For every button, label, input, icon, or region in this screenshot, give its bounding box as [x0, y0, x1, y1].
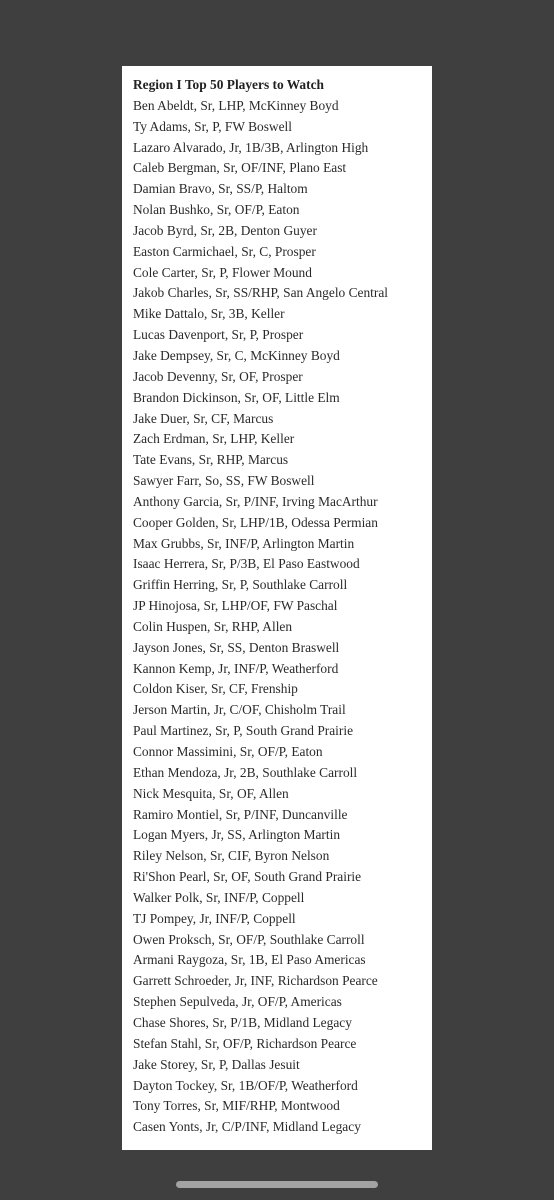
player-entry: Ri'Shon Pearl, Sr, OF, South Grand Prairie — [133, 869, 362, 885]
player-entry: Owen Proksch, Sr, OF/P, Southlake Carroll — [133, 931, 365, 947]
player-entry: Griffin Herring, Sr, P, Southlake Carroll — [133, 577, 348, 593]
player-entry: Armani Raygoza, Sr, 1B, El Paso Americas — [133, 952, 366, 968]
player-entry: Ethan Mendoza, Jr, 2B, Southlake Carroll — [133, 764, 358, 780]
player-entry: Coldon Kiser, Sr, CF, Frenship — [133, 681, 298, 697]
player-entry: Jayson Jones, Sr, SS, Denton Braswell — [133, 639, 340, 655]
player-entry: Ty Adams, Sr, P, FW Boswell — [133, 118, 292, 134]
player-entry: Zach Erdman, Sr, LHP, Keller — [133, 431, 295, 447]
player-entry: Chase Shores, Sr, P/1B, Midland Legacy — [133, 1014, 352, 1030]
player-entry: Jerson Martin, Jr, C/OF, Chisholm Trail — [133, 702, 346, 718]
player-list — [133, 96, 432, 1138]
player-entry: Connor Massimini, Sr, OF/P, Eaton — [133, 744, 323, 759]
player-entry: Anthony Garcia, Sr, P/INF, Irving MacArthur — [133, 493, 378, 509]
player-entry: Jacob Devenny, Sr, OF, Prosper — [133, 368, 303, 384]
player-entry: Mike Dattalo, Sr, 3B, Keller — [133, 306, 285, 322]
player-entry: JP Hinojosa, Sr, LHP/OF, FW Paschal — [133, 598, 338, 614]
player-entry: Stephen Sepulveda, Jr, OF/P, Americas — [133, 994, 342, 1010]
player-entry: Walker Polk, Sr, INF/P, Coppell — [133, 889, 305, 905]
player-entry: Nolan Bushko, Sr, OF/P, Eaton — [133, 202, 300, 218]
player-entry: Nick Mesquita, Sr, OF, Allen — [133, 785, 289, 801]
player-entry: Garrett Schroeder, Jr, INF, Richardson Pearce — [133, 973, 378, 989]
player-entry: Cole Carter, Sr, P, Flower Mound — [133, 264, 312, 280]
player-entry: Kannon Kemp, Jr, INF/P, Weatherford — [133, 660, 339, 676]
player-entry: Max Grubbs, Sr, INF/P, Arlington Martin — [133, 535, 355, 551]
player-entry: Dayton Tockey, Sr, 1B/OF/P, Weatherford — [133, 1077, 358, 1093]
player-entry: Sawyer Farr, So, SS, FW Boswell — [133, 473, 315, 489]
player-entry: Ben Abeldt, Sr, LHP, McKinney Boyd — [133, 97, 339, 113]
player-entry: Lazaro Alvarado, Jr, 1B/3B, Arlington High — [133, 139, 369, 155]
player-entry: Caleb Bergman, Sr, OF/INF, Plano East — [133, 160, 347, 176]
player-entry: Cooper Golden, Sr, LHP/1B, Odessa Permian — [133, 514, 378, 530]
player-entry: Tate Evans, Sr, RHP, Marcus — [133, 452, 289, 468]
player-entry: Tony Torres, Sr, MIF/RHP, Montwood — [133, 1098, 340, 1114]
player-entry: Jakob Charles, Sr, SS/RHP, San Angelo Central — [133, 285, 389, 301]
player-entry: Jake Storey, Sr, P, Dallas Jesuit — [133, 1056, 300, 1072]
player-entry: Casen Yonts, Jr, C/P/INF, Midland Legacy — [133, 1119, 361, 1135]
player-entry: Logan Myers, Jr, SS, Arlington Martin — [133, 827, 341, 843]
player-entry: Jake Duer, Sr, CF, Marcus — [133, 410, 274, 426]
player-entry: Ramiro Montiel, Sr, P/INF, Duncanville — [133, 806, 348, 822]
player-entry: Jacob Byrd, Sr, 2B, Denton Guyer — [133, 222, 317, 238]
player-entry: Damian Bravo, Sr, SS/P, Haltom — [133, 181, 308, 197]
player-entry: Stefan Stahl, Sr, OF/P, Richardson Pearce — [133, 1035, 357, 1051]
document-page — [122, 66, 432, 1150]
player-entry: Colin Huspen, Sr, RHP, Allen — [133, 618, 293, 634]
home-indicator[interactable] — [176, 1181, 378, 1188]
player-entry: Jake Dempsey, Sr, C, McKinney Boyd — [133, 347, 340, 363]
player-entry: Lucas Davenport, Sr, P, Prosper — [133, 327, 304, 343]
player-entry: Easton Carmichael, Sr, C, Prosper — [133, 243, 316, 259]
player-entry: Riley Nelson, Sr, CIF, Byron Nelson — [133, 848, 330, 864]
player-entry: Paul Martinez, Sr, P, South Grand Prairie — [133, 723, 354, 739]
player-entry: Brandon Dickinson, Sr, OF, Little Elm — [133, 389, 340, 405]
player-entry: TJ Pompey, Jr, INF/P, Coppell — [133, 910, 296, 926]
player-entry: Isaac Herrera, Sr, P/3B, El Paso Eastwood — [133, 556, 360, 572]
document-title: Region I Top 50 Players to Watch — [133, 77, 324, 92]
